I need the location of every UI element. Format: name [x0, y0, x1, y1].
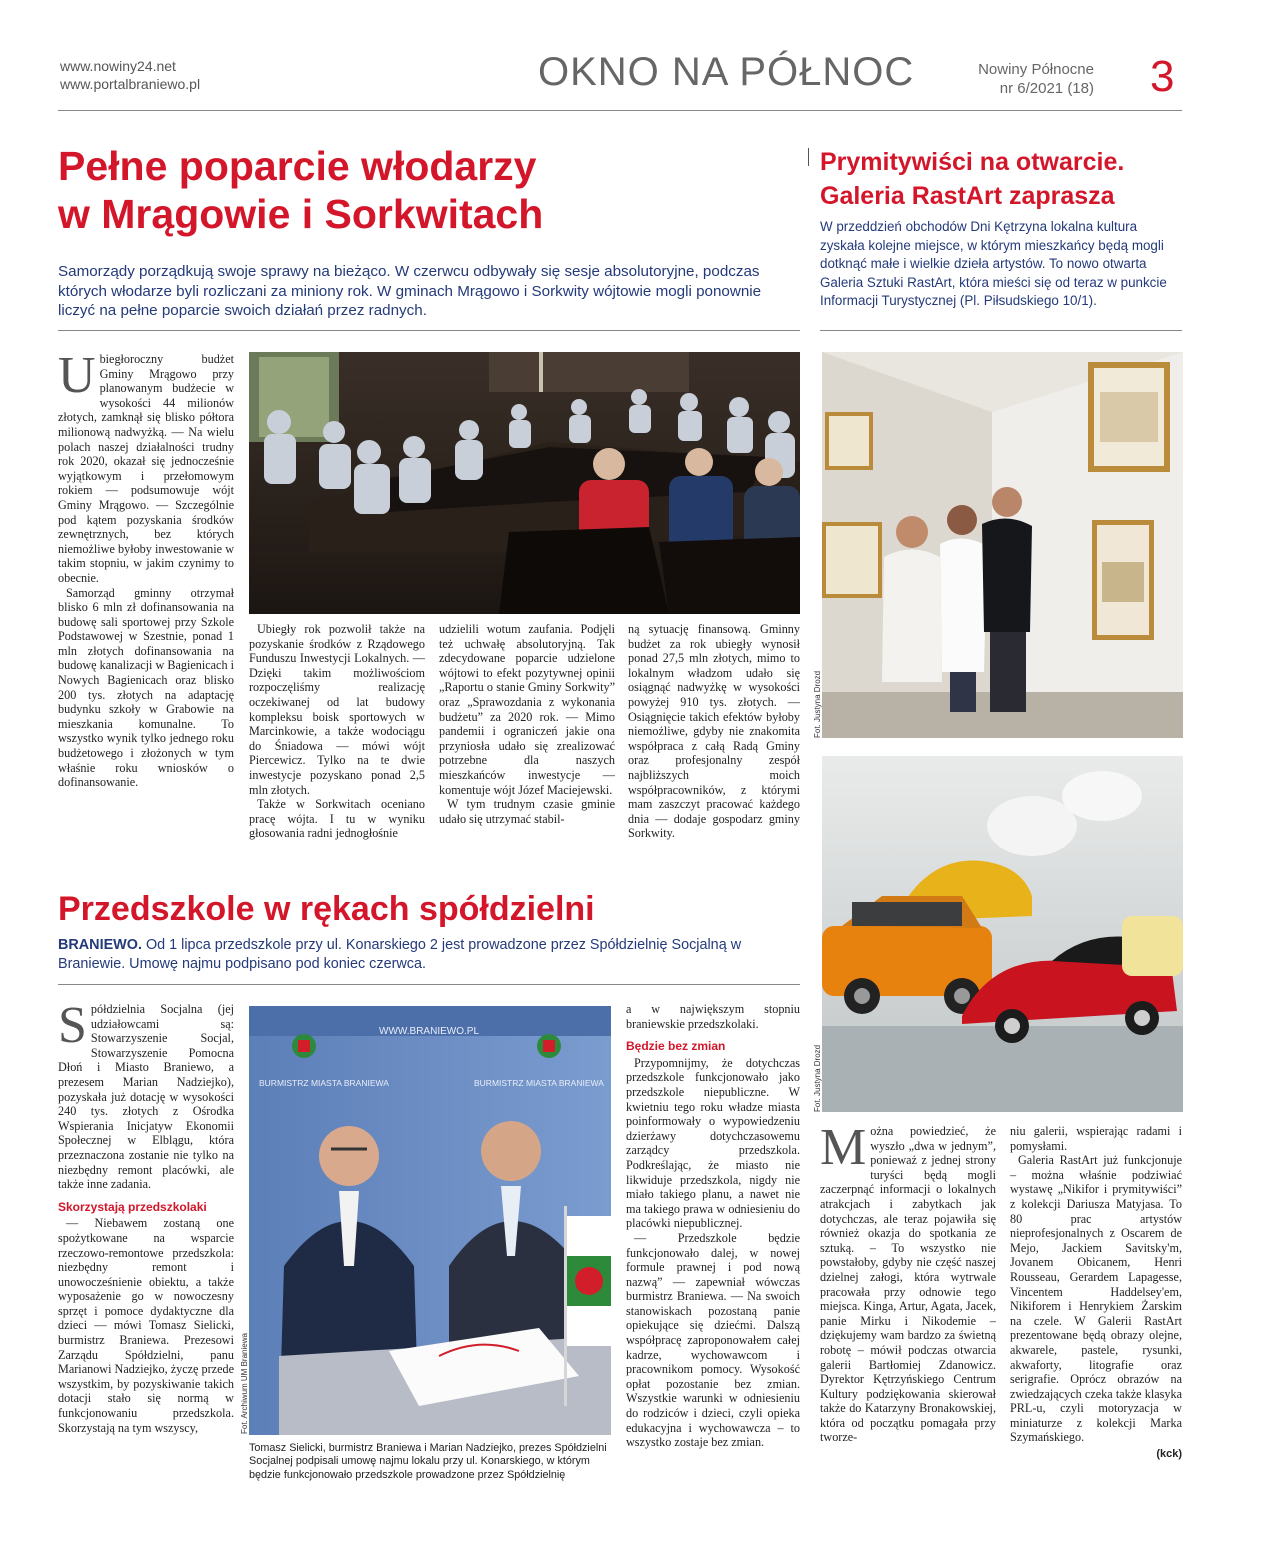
article1-column-1: [58, 347, 234, 790]
column-marker: [808, 148, 809, 166]
article2-column-1: [820, 1119, 996, 1445]
article1-paragraph: Także w Sorkwitach oceniano pracę wójta. I tu w wyniku głosowania radni jednogłośnie: [249, 797, 425, 841]
article3-dateline: BRANIEWO.: [58, 937, 142, 953]
section-title: OKNO NA PÓŁNOC: [538, 50, 915, 94]
article3-divider: [58, 984, 800, 985]
masthead-websites: [60, 57, 200, 93]
article2-column-2: [1010, 1124, 1182, 1462]
article1-lead: Samorządy porządkują swoje sprawy na bieżąco. W czerwcu odbywały się sesje absolutoryjne, podczas których włodarze byli rozliczani za miniony rok. W gminach Mrągowo i Sorkwity wójtowie mogli ponownie liczyć na pełne poparcie swoich działań przez radnych.: [58, 263, 762, 319]
article2-signature: (kck): [1156, 1448, 1182, 1461]
gallery-visitors-image: [822, 352, 1183, 738]
article3-subhead-1: Skorzystają przedszkolaki: [58, 1199, 207, 1214]
article2-paragraph: niu galerii, wspierając radami i pomysłami.: [1010, 1124, 1182, 1153]
article3-column-3: [626, 1002, 800, 1450]
article1-paragraph: biegłoroczny budżet Gminy Mrągowo przy planowanym budżecie w wysokości 44 milionów złotych, zamknął się blisko półtora milionową nadwyżką. — Na wielu polach naszej działalności trudny rok 2020, okazał się jednocześnie wyjątkowym i przełomowym rokiem — podsumowuje wójt Gminy Mrągowo. — Szczególnie pod kątem pozyskania środków zewnętrznych, bez których niemożliwe byłoby inwestowanie w takim stopniu, w jakim czynimy to obecnie.: [58, 352, 234, 585]
page-number: 3: [1150, 52, 1175, 101]
agreement-signing-image: [249, 1006, 611, 1435]
article1-headline-line2: w Mrągowie i Sorkwitach: [58, 191, 544, 237]
article3-paragraph: półdzielnia Socjalna (jej udziałowcami są: Stowarzyszenie Socjal, Stowarzyszenie Pomocna Dłoń i Miasto Braniewo, a prezesem Marian Nadziejko), pozyskała już dotację w wysokości 240 tys. złotych z Ośrodka Wspierania Inicjatyw Ekonomii Społecznej w Elblągu, która przeznaczona zostanie nie tylko na niezbędny remont placówki, ale także inne zadania.: [58, 1002, 234, 1192]
article2-headline-line2: Galeria RastArt zaprasza: [820, 182, 1115, 210]
photo-credit-signing: Fot. Archiwum UM Braniewa: [240, 1333, 249, 1434]
issue-info: [968, 60, 1094, 98]
article1-column-2: [249, 622, 425, 841]
article1-dropcap: U: [58, 347, 96, 404]
article3-paragraph: Przypomnijmy, że dotychczas przedszkole funkcjonowało jako przedszkole niepubliczne. W kwietniu tego roku władze miasta poinformowały o wypowiedzeniu dzierżawy dotychczasowemu zarządcy przedszkola. Podkreślając, że miasto nie likwiduje przedszkola, nigdy nie miało takiego planu, a nawet nie ma takiego prawa w odniesieniu do placówki niepublicznej.: [626, 1055, 800, 1231]
article3-paragraph: — Przedszkole będzie funkcjonowało dalej, w nowej formule prawnej i pod nową nazwą” — zapewniał wówczas burmistrz Braniewa. — Na swoich stanowiskach pozostaną panie opiekujące się dziećmi. Dalszą współpracę zaproponowałem całej kadrze, wychowawcom i pracownikom pomocy. Wysokość opłat pozostanie bez zmian. Wszystkie warunki w odniesieniu do rodziców i dzieci, czyli opieka edukacyjna i wychowawcza – to wszystko zostaje bez zmian.: [626, 1230, 800, 1450]
article1-divider: [58, 330, 800, 331]
article1-paragraph: Ubiegły rok pozwolił także na pozyskanie środków z Rządowego Funduszu Inwestycji Lokalnych. — Dzięki takim możliwościom rozpoczęliśmy realizację oczekiwanej od lat budowy kompleksu boisk sportowych w Marcinkowie, a także wodociągu do Śniadowa — mówi wójt Piercewicz. Tylko na te dwie inwestycje pozyskano ponad 2,5 mln złotych.: [249, 622, 425, 797]
article2-headline-line1: Prymitywiści na otwarcie.: [820, 148, 1125, 176]
toy-cars-image: [822, 756, 1183, 1112]
toy-cars-photo: [822, 756, 1183, 1112]
article1-headline-line1: Pełne poparcie włodarzy: [58, 143, 537, 189]
article3-dropcap: S: [58, 997, 87, 1054]
article2-paragraph: ożna powiedzieć, że wyszło „dwa w jednym”, ponieważ z jednej strony turyści będą mogli zaczerpnąć informacji o lokalnych atrakcjach i zabytkach jak dotychczas, ale teraz pojawiła się również okazja do spotkania ze sztuką. – To wszystko nie powstałoby, gdyby nie część naszej dzielnej załogi, która wytrwale pracowała przy odnowie tego miejsca. Kinga, Artur, Agata, Jacek, panie Mirku i Nikodemie – dziękujemy wam bardzo za świetną robotę – mówił podczas otwarcia galerii Bartłomiej Zdanowicz. Dyrektor Kętrzyńskiego Centrum Kultury podziękowania skierował także do Katarzyny Bronakowskiej, która od początku pomagała przy tworze-: [820, 1124, 996, 1445]
article1-headline: [58, 142, 798, 238]
article3-headline: Przedszkole w rękach spółdzielni: [58, 890, 595, 928]
signing-photo-caption: Tomasz Sielicki, burmistrz Braniewa i Marian Nadziejko, prezes Spółdzielni Socjalnej podpisali umowę najmu lokalu przy ul. Konarskiego, w którym będzie funkcjonowało przedszkole prowadzone przez Spółdzielnię: [249, 1442, 607, 1481]
article2-lead: W przeddzień obchodów Dni Kętrzyna lokalna kultura zyskała kolejne miejsce, w którym mieszkańcy będą mogli dotknąć małe i wielkie dzieła artystów. To nowo otwarta Galeria Sztuki RastArt, która mieści się od teraz w punkcie Informacji Turystycznej (Pl. Piłsudskiego 10/1).: [820, 219, 1167, 309]
header-divider: [58, 110, 1182, 111]
article1-paragraph: W tym trudnym czasie gminie udało się utrzymać stabil-: [439, 797, 615, 826]
article2-dropcap: M: [820, 1119, 867, 1176]
photo-banner-text-website: WWW.BRANIEWO.PL: [379, 1026, 479, 1037]
council-session-photo: [249, 352, 800, 614]
article3-paragraph: — Niebawem zostaną one spożytkowane na wsparcie rzeczowo-remontowe przedszkola: niezbędny remont i unowocześnienie obiektu, a także wyposażenie go w nowoczesny sprzęt i pomoce dydaktyczne dla dzieci — mówi Tomasz Sielicki, burmistrz Braniewa. Prezesowi Zarządu Spółdzielni, panu Marianowi Nadziejko, życzę przede wszystkim, by pozyskiwanie takich dotacji stało się normą w funkcjonowaniu przedszkola. Skorzystają na tym wszyscy,: [58, 1216, 234, 1435]
article2-divider: [820, 330, 1182, 331]
photo-credit-cars: Fot. Justyna Drozd: [813, 1044, 822, 1112]
article1-paragraph: ną sytuację finansową. Gminny budżet za rok ubiegły wynosił ponad 27,5 mln złotych, mimo to lokalnym władzom udało się osiągnąć nadwyżkę w wysokości powyżej 910 tys. złotych. — Osiągnięcie takich efektów byłoby niemożliwe, gdyby nie znakomita współpraca z całą Radą Gminy oraz profesjonalny zespół najbliższych moich współpracowników, z którymi mam zaszczyt pracować każdego dnia — dodaje gospodarz gminy Sorkwity.: [628, 622, 800, 841]
paper-name: Nowiny Północne: [978, 61, 1094, 78]
article1-paragraph: Samorząd gminny otrzymał blisko 6 mln zł dofinansowania na budowę sali sportowej przy Szkole Podstawowej w Szestnie, ponad 1 mln złotych dofinansowania na budowę kanalizacji w Bagienicach i Nowych Bagienicach oraz blisko 200 tys. złotych na adaptację budynku szkoły w Grabowie na mieszkania komunalne. To wszystko wynik tylko jednego roku budżetowego i złożonych w tym właśnie roku wniosków o dofinansowanie.: [58, 585, 234, 790]
article3-lead: [58, 936, 758, 974]
article1-paragraph: udzielili wotum zaufania. Podjęli też uchwałę absolutoryjną. Tak zdecydowane poparcie udzielone wójtowi to efekt pozytywnej opinii „Raportu o stanie Gminy Sorkwity” oraz „Sprawozdania z wykonania budżetu” za 2020 rok. — Mimo pandemii i ograniczeń jakie ona przyniosła udało się zrealizować potrzebne dla naszych mieszkańców inwestycje — komentuje wójt Józef Maciejewski.: [439, 622, 615, 797]
gallery-visitors-photo: [822, 352, 1183, 738]
article3-paragraph: a w największym stopniu braniewskie przedszkolaki.: [626, 1002, 800, 1031]
issue-number: nr 6/2021 (18): [999, 80, 1094, 97]
website-link-portalbraniewo[interactable]: www.portalbraniewo.pl: [60, 76, 201, 92]
photo-banner-text-left: BURMISTRZ MIASTA BRANIEWA: [259, 1078, 389, 1088]
article1-column-3: [439, 622, 615, 826]
council-session-image: [249, 352, 800, 614]
photo-banner-text-right: BURMISTRZ MIASTA BRANIEWA: [474, 1078, 604, 1088]
article3-column-1: [58, 997, 234, 1435]
article2-headline: [820, 145, 1182, 213]
photo-credit-gallery: Fot. Justyna Drozd: [813, 670, 822, 738]
agreement-signing-photo: [249, 1006, 611, 1435]
website-link-nowiny24[interactable]: www.nowiny24.net: [60, 58, 176, 74]
article3-lead-text: Od 1 lipca przedszkole przy ul. Konarskiego 2 jest prowadzone przez Spółdzielnię Socjalną w Braniewie. Umowę najmu podpisano pod koniec czerwca.: [58, 937, 742, 972]
article1-column-4: [628, 622, 800, 841]
article2-paragraph: Galeria RastArt już funkcjonuje – można właśnie podziwiać wystawę „Nikifor i prymitywiści” z kolekcji Dariusza Matyjasa. To 80 prac artystów nieprofesjonalnych z Oscarem de Mejo, Jackiem Savitsky'm, Jovanem Obicanem, Henri Rousseau, Gerardem Lapagesse, Vincentem Haddelsey'em, Nikiforem i Henrykiem Żarskim na czele. W Galerii RastArt prezentowane będą obrazy olejne, akwarele, pastele, rysunki, akwaforty, litografie oraz serigrafie. Oprócz obrazów na zwiedzających czeka także klasyka PRL-u, czyli motoryzacja w miniaturze z kolekcji Marka Szymańskiego.: [1010, 1153, 1182, 1445]
article3-subhead-2: Będzie bez zmian: [626, 1039, 726, 1054]
